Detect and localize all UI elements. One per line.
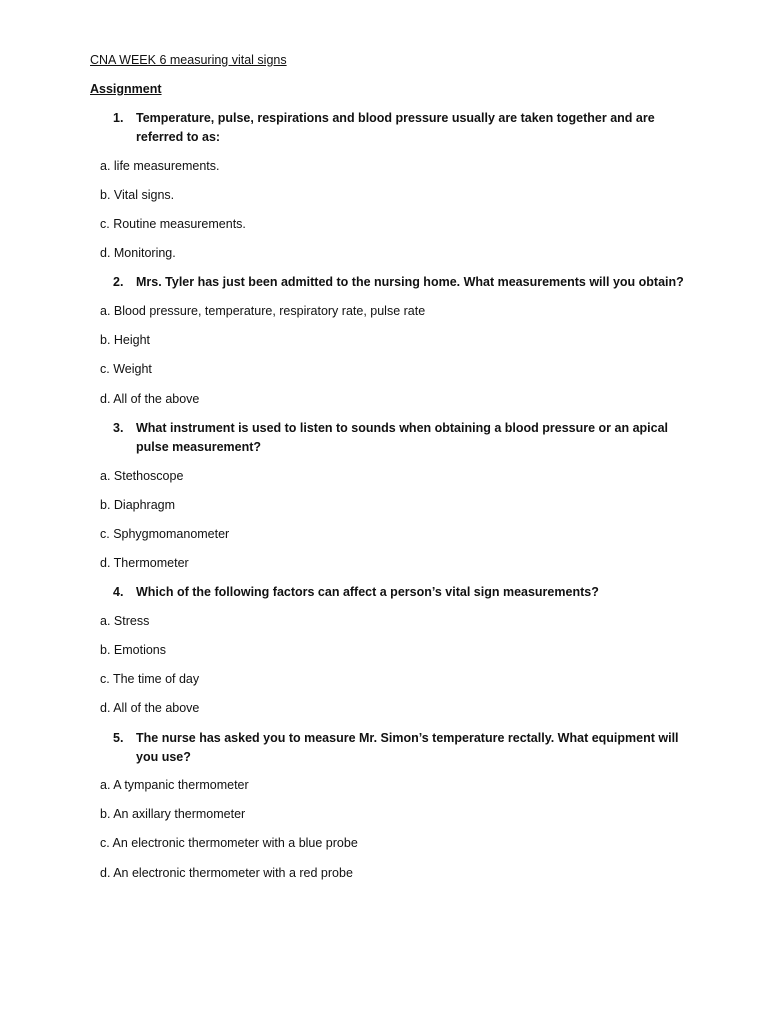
question-number: 4.: [113, 585, 124, 599]
question-text: Temperature, pulse, respirations and blood pressure usually are taken together and are referred to as:: [136, 111, 655, 144]
question-text: What instrument is used to listen to sounds when obtaining a blood pressure or an apical pulse measurement?: [136, 421, 669, 454]
answer-option: b. An axillary thermometer: [100, 807, 246, 821]
answer-option: b. Height: [100, 333, 151, 347]
answer-option: b. Emotions: [100, 643, 167, 657]
answer-option: b. Vital signs.: [100, 188, 175, 202]
answer-option: a. Stress: [100, 614, 150, 628]
answer-option: d. Monitoring.: [100, 246, 176, 260]
answer-option: c. The time of day: [100, 672, 200, 686]
answer-option: c. An electronic thermometer with a blue probe: [100, 836, 358, 850]
question-number: 5.: [113, 731, 124, 745]
question-number: 3.: [113, 421, 124, 435]
question-number: 2.: [113, 275, 124, 289]
answer-option: a. Stethoscope: [100, 469, 184, 483]
answer-option: b. Diaphragm: [100, 498, 176, 512]
question-text: The nurse has asked you to measure Mr. Simon’s temperature rectally. What equipment will you use?: [136, 731, 679, 764]
answer-option: c. Weight: [100, 362, 152, 376]
answer-option: a. A tympanic thermometer: [100, 778, 249, 792]
answer-option: c. Routine measurements.: [100, 217, 246, 231]
question-text: Mrs. Tyler has just been admitted to the nursing home. What measurements will you obtain?: [136, 275, 684, 289]
answer-option: d. All of the above: [100, 392, 200, 406]
document-title: CNA WEEK 6 measuring vital signs: [90, 53, 287, 67]
question-number: 1.: [113, 111, 124, 125]
answer-option: d. All of the above: [100, 701, 200, 715]
answer-option: d. An electronic thermometer with a red probe: [100, 866, 353, 880]
answer-option: a. life measurements.: [100, 159, 220, 173]
assignment-heading: Assignment: [90, 82, 162, 96]
answer-option: d. Thermometer: [100, 556, 189, 570]
answer-option: c. Sphygmomanometer: [100, 527, 230, 541]
answer-option: a. Blood pressure, temperature, respiratory rate, pulse rate: [100, 304, 426, 318]
question-text: Which of the following factors can affect a person’s vital sign measurements?: [136, 585, 599, 599]
